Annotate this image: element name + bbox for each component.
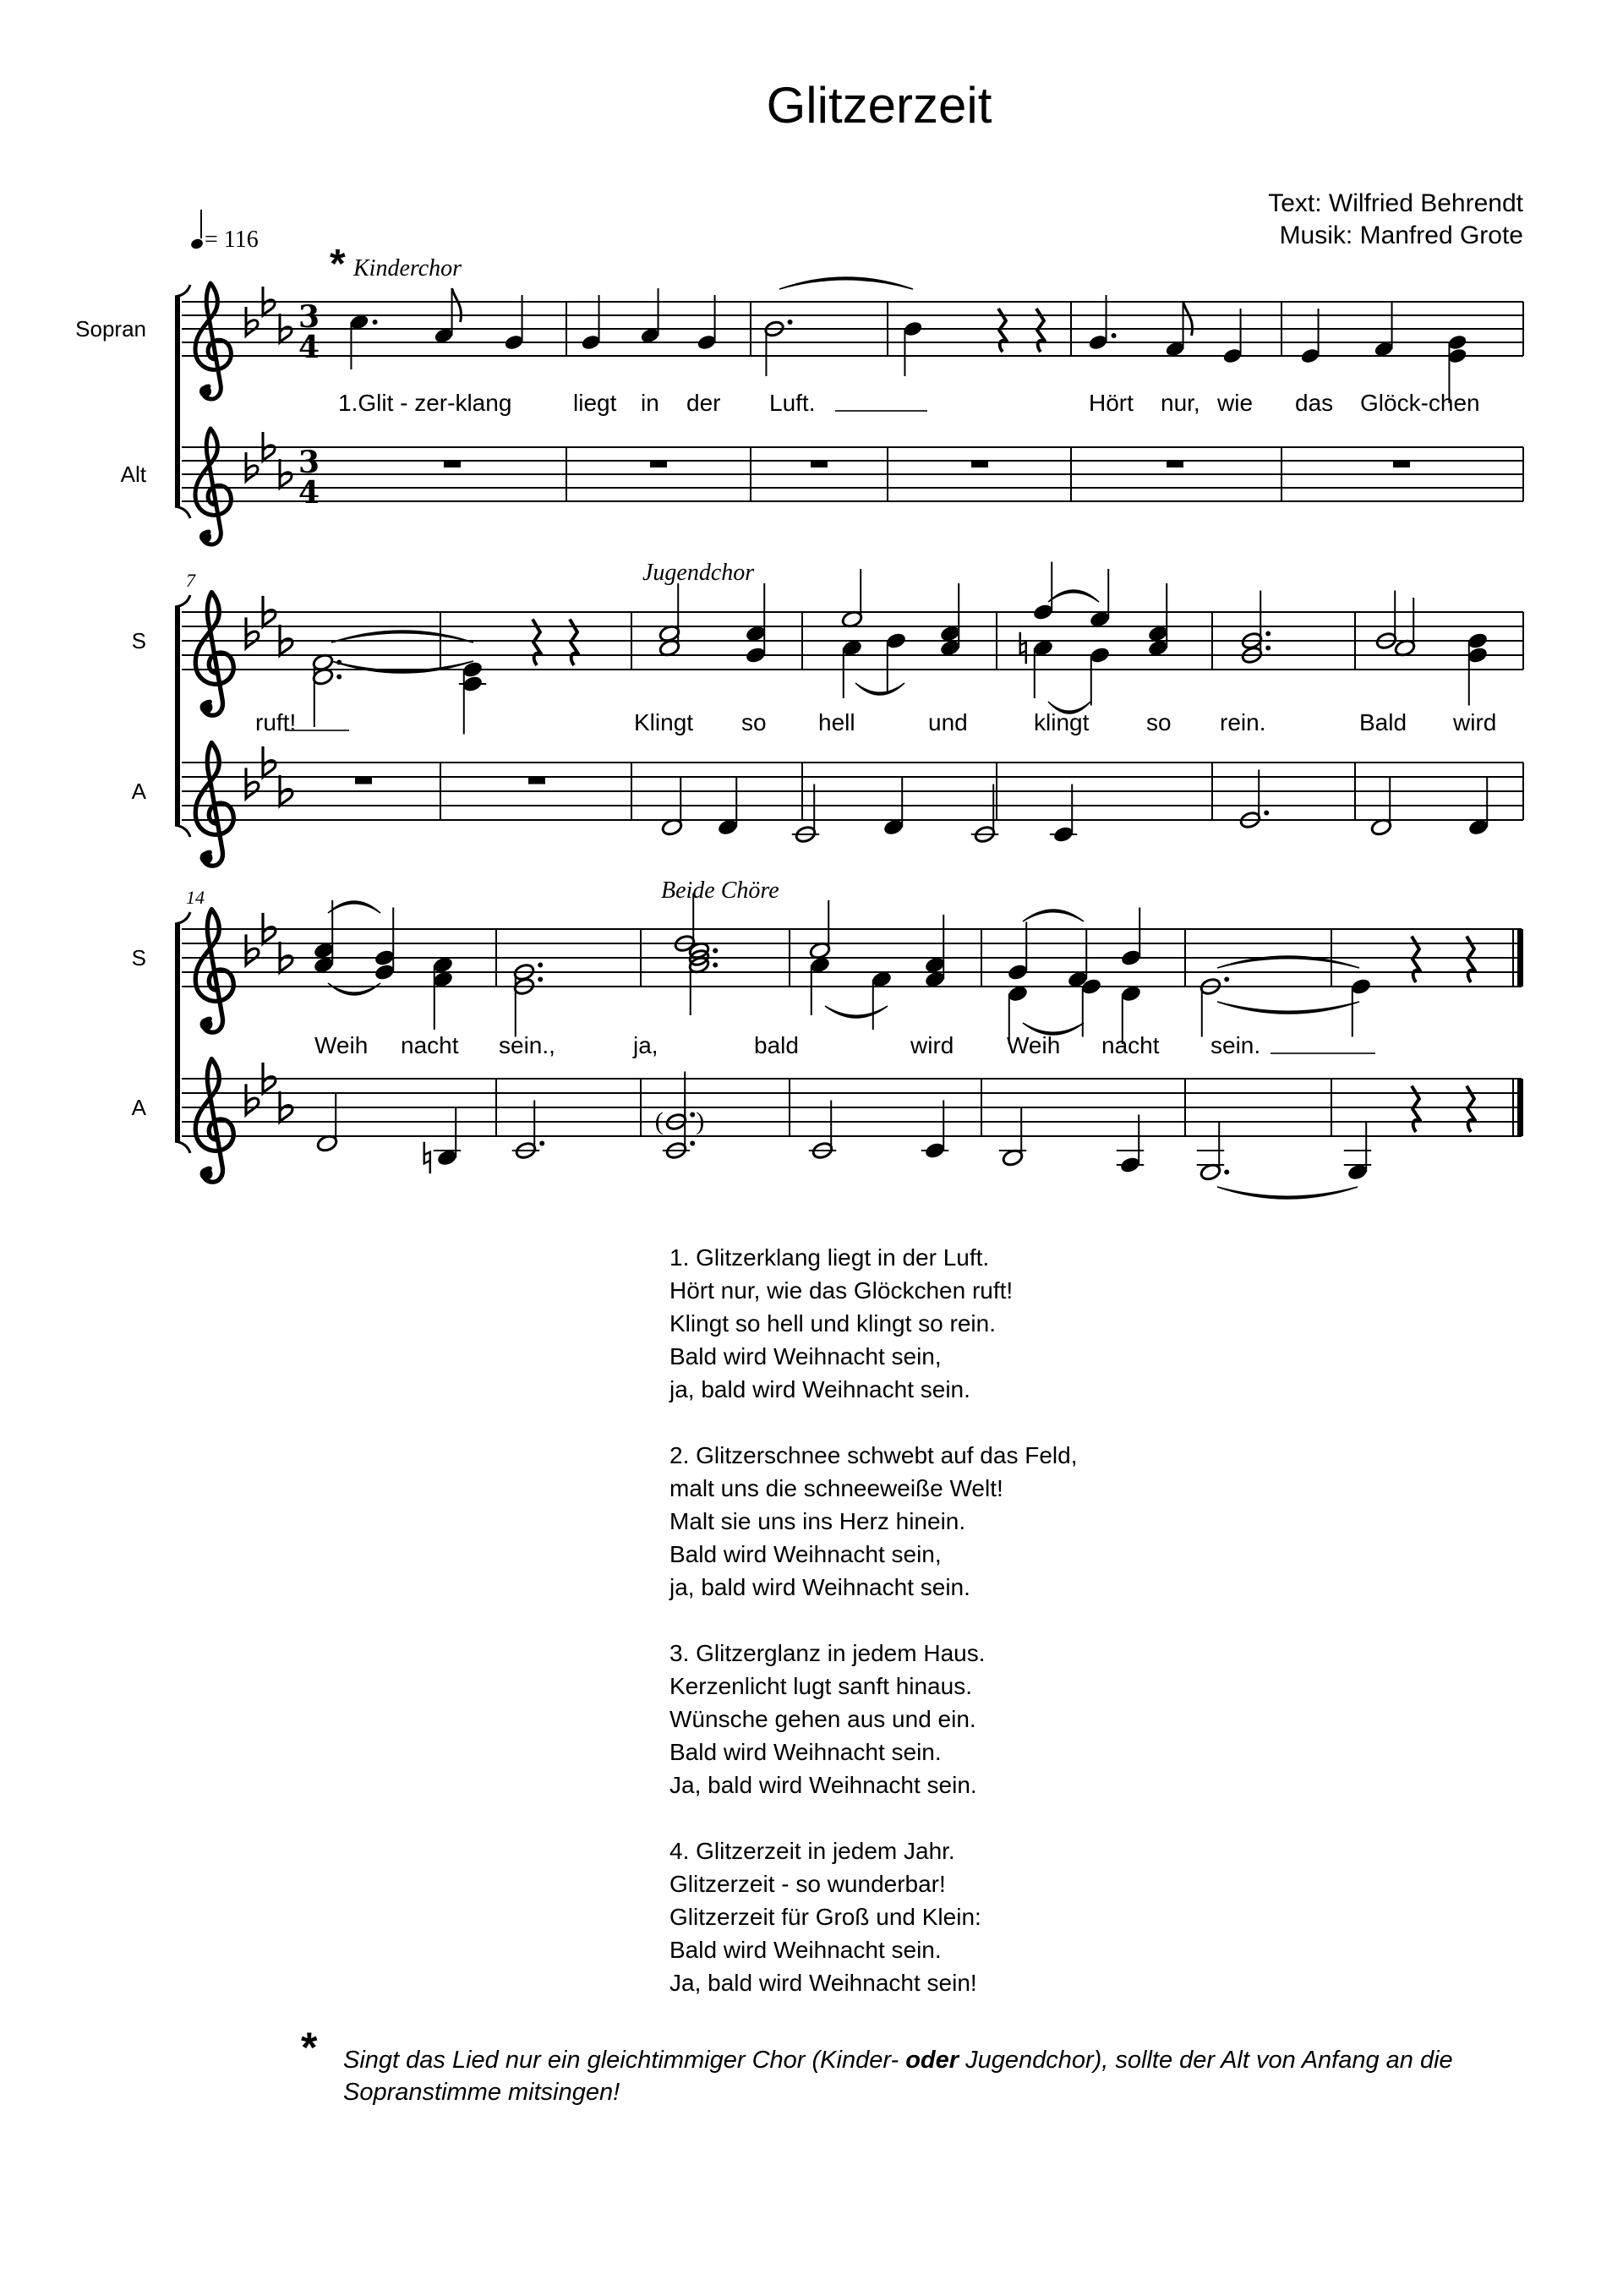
note — [432, 955, 455, 1030]
verse-line: Ja, bald wird Weihnacht sein. — [669, 1772, 977, 1798]
flat-icon — [280, 942, 292, 972]
flat-icon — [246, 934, 259, 965]
natural-icon — [424, 1142, 430, 1173]
alto-staff — [121, 429, 1523, 544]
note — [513, 963, 543, 1037]
music-credit: Musik: Manfred Grote — [1279, 221, 1523, 249]
soprano-staff — [132, 562, 1523, 735]
note — [1394, 598, 1417, 658]
time-sig-top: 3 — [298, 445, 320, 480]
choir-directive: Kinderchor — [353, 255, 462, 282]
note — [903, 320, 924, 376]
note — [1007, 922, 1030, 982]
verse-line: Ja, bald wird Weihnacht sein! — [669, 1970, 977, 1996]
lyric-syllable: liegt — [573, 390, 617, 416]
verse-line: Glitzerzeit für Groß und Klein: — [669, 1904, 981, 1930]
lyric-syllable: ja, — [633, 1032, 658, 1058]
verse-line: 2. Glitzerschnee schwebt auf das Feld, — [669, 1442, 1078, 1468]
alto-label: Alt — [120, 462, 146, 487]
note — [717, 777, 740, 837]
note — [1197, 1122, 1229, 1182]
slur-icon — [328, 983, 380, 995]
lyric-syllable: rein. — [1220, 709, 1266, 735]
note — [1374, 302, 1395, 358]
footnote-text — [343, 2044, 1510, 2108]
directive-asterisk: * — [330, 242, 346, 287]
slur-icon — [328, 901, 380, 913]
slur-icon — [1217, 1002, 1359, 1014]
lyric-syllable: nacht — [401, 1032, 459, 1058]
lyric-syllable: nur, — [1161, 390, 1200, 416]
flat-icon — [280, 625, 292, 655]
note — [658, 583, 681, 658]
note — [1165, 302, 1193, 358]
verse-line: Kerzenlicht lugt sanft hinaus. — [669, 1673, 972, 1699]
paren-icon: ( — [654, 1107, 664, 1135]
treble-clef-icon — [195, 593, 233, 716]
footnote-part2: Jugendchor), sollte der Alt von Anfang an die Sopranstimme mitsingen! — [343, 2047, 1453, 2106]
note — [424, 1107, 461, 1173]
alto-label: A — [131, 779, 146, 804]
natural-icon — [1020, 632, 1026, 664]
note — [459, 660, 486, 735]
whole-rest-icon — [1393, 461, 1410, 467]
measure-number: 14 — [186, 887, 205, 908]
verse-1 — [669, 1241, 1077, 1406]
note — [1120, 908, 1143, 968]
whole-rest-icon — [1167, 461, 1183, 467]
verse-3 — [669, 1637, 1077, 1801]
note — [374, 908, 396, 982]
note — [655, 1072, 704, 1136]
treble-clef-icon — [195, 910, 233, 1033]
time-sig-bottom: 4 — [298, 475, 320, 511]
lyric-syllable: Bald — [1359, 709, 1407, 735]
verse-line: Bald wird Weihnacht sein, — [669, 1541, 942, 1567]
flat-icon — [246, 1084, 259, 1114]
note — [1467, 777, 1490, 837]
system-2 — [132, 560, 1523, 866]
verses-block — [669, 1241, 1077, 2032]
note — [1222, 309, 1243, 365]
note — [312, 653, 342, 727]
note — [871, 970, 893, 1030]
note — [924, 915, 947, 989]
system-bracket — [175, 607, 180, 825]
verse-line: 4. Glitzerzeit in jedem Jahr. — [669, 1838, 955, 1864]
lyric-syllable: wird — [1453, 709, 1497, 735]
slur-icon — [825, 1006, 888, 1018]
lyric-syllable: wird — [910, 1032, 954, 1058]
treble-clef-icon — [195, 429, 231, 544]
verse-line: Bald wird Weihnacht sein, — [669, 1343, 942, 1369]
soprano-staff — [75, 277, 1523, 403]
alto-label: A — [131, 1095, 146, 1120]
note — [971, 784, 998, 845]
lyric-syllable: so — [741, 709, 767, 735]
final-barline — [1517, 1079, 1523, 1136]
lyric-syllable: wie — [1217, 390, 1254, 416]
note — [841, 569, 864, 629]
treble-clef-icon — [195, 283, 231, 399]
flat-icon — [246, 617, 259, 648]
slur-icon — [331, 661, 473, 673]
flat-icon — [263, 596, 276, 626]
note — [1067, 929, 1090, 989]
slur-icon — [1217, 1187, 1358, 1199]
slur-icon — [779, 277, 913, 289]
lyric-syllable: sein., — [499, 1032, 555, 1058]
page-title: Glitzerzeit — [766, 77, 992, 134]
note — [1080, 977, 1103, 1037]
lyric-syllable: Klingt — [634, 709, 694, 735]
whole-rest-icon — [650, 461, 667, 467]
note — [1350, 977, 1373, 1037]
note — [434, 288, 462, 345]
flat-icon — [246, 768, 259, 798]
verse-line: 3. Glitzerglanz in jedem Haus. — [669, 1640, 986, 1666]
note — [581, 295, 602, 352]
flat-icon — [263, 746, 276, 777]
lyric-syllable: ruft! — [255, 709, 297, 735]
system-1 — [75, 242, 1523, 544]
whole-rest-icon — [971, 461, 988, 467]
treble-clef-icon — [195, 1059, 233, 1183]
flat-icon — [263, 1063, 276, 1093]
note — [1467, 631, 1489, 706]
note — [809, 900, 832, 960]
verse-line: Glitzerzeit - so wunderbar! — [669, 1871, 946, 1897]
note — [1241, 591, 1271, 665]
treble-clef-icon — [195, 743, 233, 866]
slur-icon — [855, 683, 904, 695]
flat-icon — [246, 452, 258, 481]
whole-rest-icon — [444, 461, 461, 467]
flat-icon — [280, 1091, 292, 1122]
lyric-syllable: klingt — [1034, 709, 1090, 735]
note — [697, 295, 718, 352]
note — [809, 1101, 836, 1161]
flat-icon — [280, 775, 292, 806]
choir-directive: Jugendchor — [642, 560, 755, 586]
footnote-part1: Singt das Lied nur ein gleichtimmiger Chor (Kinder- — [343, 2047, 906, 2074]
note — [883, 777, 905, 837]
verse-line: ja, bald wird Weihnacht sein. — [669, 1376, 970, 1402]
verse-line: Bald wird Weihnacht sein. — [669, 1937, 942, 1963]
note — [1117, 1115, 1144, 1175]
alto-staff — [132, 1059, 1523, 1199]
note — [792, 784, 819, 845]
note — [1020, 632, 1054, 698]
note — [999, 1107, 1026, 1167]
lyric-syllable: und — [928, 709, 968, 735]
note — [316, 1093, 339, 1153]
note — [1370, 777, 1393, 837]
note — [745, 583, 768, 664]
text-credit: Text: Wilfried Behrendt — [1268, 189, 1523, 217]
lyric-syllable: bald — [754, 1032, 799, 1058]
paren-icon: ) — [696, 1107, 705, 1135]
lyric-syllable: das — [1295, 390, 1334, 416]
lyric-syllable: Glöck-chen — [1360, 390, 1480, 416]
whole-rest-icon — [528, 777, 545, 784]
verse-line: Wünsche gehen aus und ein. — [669, 1706, 976, 1732]
time-sig-bottom: 4 — [298, 330, 320, 365]
note — [512, 1101, 544, 1161]
footnote-bold: oder — [905, 2047, 959, 2074]
flat-icon — [246, 307, 258, 336]
alto-staff — [132, 743, 1523, 866]
verse-line: ja, bald wird Weihnacht sein. — [669, 1574, 970, 1600]
note — [1344, 1122, 1371, 1182]
system-bracket — [175, 924, 180, 1141]
slur-icon — [1048, 590, 1099, 602]
verse-line: malt uns die schneeweiße Welt! — [669, 1475, 1003, 1501]
note — [1300, 309, 1321, 365]
note — [1050, 784, 1077, 845]
lyric-syllable: in — [641, 390, 659, 416]
note — [1032, 562, 1055, 622]
whole-rest-icon — [355, 777, 372, 784]
note — [663, 1101, 695, 1161]
lyric-syllable: Luft. — [769, 390, 816, 416]
soprano-label: Sopran — [75, 316, 146, 342]
time-sig-top: 3 — [298, 299, 320, 335]
soprano-label: S — [131, 945, 146, 970]
soprano-label: S — [131, 628, 146, 653]
lyric-syllable: sein. — [1210, 1032, 1261, 1058]
verse-line: Klingt so hell und klingt so rein. — [669, 1310, 996, 1337]
note — [688, 941, 718, 1015]
note — [1147, 583, 1170, 658]
verse-2 — [669, 1439, 1077, 1604]
final-barline — [1517, 929, 1523, 987]
measure-number: 7 — [186, 570, 195, 591]
note — [885, 631, 908, 692]
note — [661, 777, 684, 837]
lyric-syllable: Weih — [314, 1032, 369, 1058]
note — [313, 900, 336, 975]
lyric-syllable: nacht — [1101, 1032, 1160, 1058]
tempo-value: = 116 — [205, 227, 259, 253]
verse-line: Hört nur, wie das Glöckchen ruft! — [669, 1277, 1014, 1304]
note — [349, 313, 378, 369]
note — [640, 288, 661, 345]
verse-line: Bald wird Weihnacht sein. — [669, 1739, 942, 1765]
lyric-syllable: Hört — [1089, 390, 1134, 416]
lyric-syllable: so — [1146, 709, 1172, 735]
system-3 — [132, 877, 1523, 1199]
slur-icon — [1023, 910, 1084, 921]
verse-line: 1. Glitzerklang liegt in der Luft. — [669, 1244, 990, 1271]
verse-line: Malt sie uns ins Herz hinein. — [669, 1508, 966, 1534]
note — [921, 1101, 948, 1161]
lyric-syllable: Weih — [1007, 1032, 1061, 1058]
choir-directive: Beide Chöre — [661, 877, 779, 904]
note — [809, 955, 832, 1015]
flat-icon — [263, 913, 276, 943]
note — [504, 295, 525, 352]
system-bracket — [175, 297, 180, 506]
lyric-syllable: hell — [818, 709, 855, 735]
soprano-staff — [132, 894, 1523, 1045]
note — [841, 638, 864, 698]
lyric-syllable: der — [686, 390, 721, 416]
lyric-syllable: 1.Glit - zer-klang — [338, 390, 512, 416]
whole-rest-icon — [811, 461, 828, 467]
note — [1089, 646, 1112, 706]
verse-4 — [669, 1834, 1077, 1999]
note — [1089, 569, 1112, 629]
note — [939, 583, 962, 658]
footnote-asterisk: * — [301, 2024, 318, 2071]
